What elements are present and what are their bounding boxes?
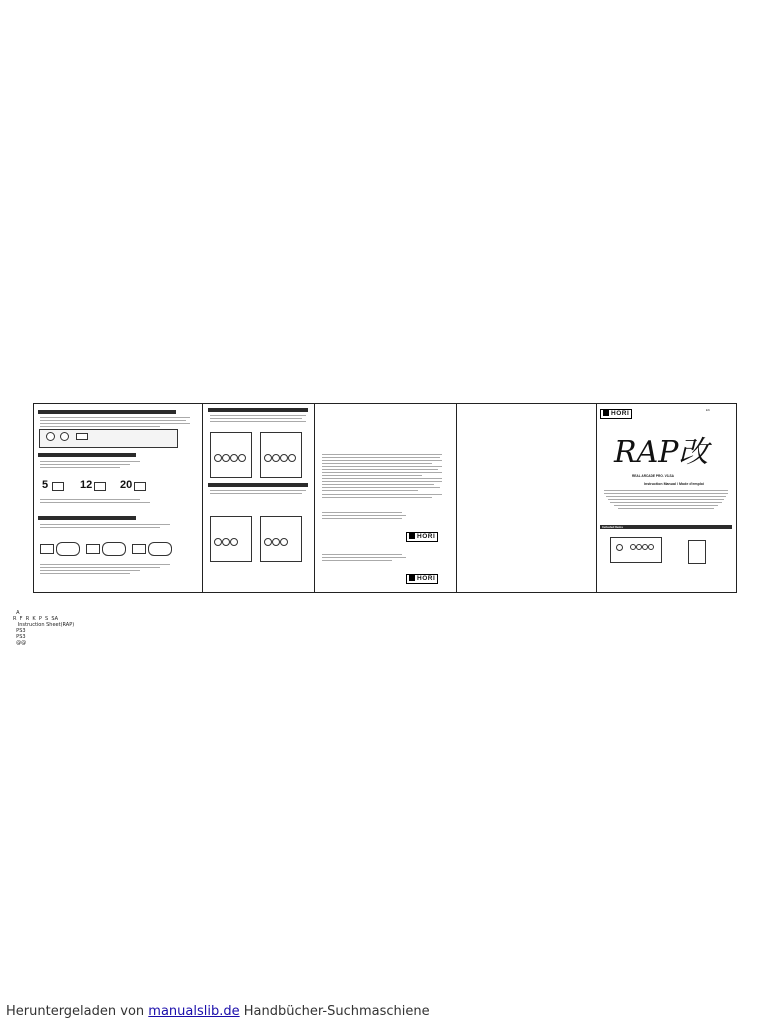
extracted-text-fragments: A R F R K P S SA Instruction Sheet(RAP) PS3 PS3 @@: [13, 610, 75, 646]
included-items-heading: Included Items: [602, 525, 624, 529]
controller-diagram: [132, 544, 146, 554]
manual-sheet: [33, 403, 737, 593]
turbo-count-20: 20: [120, 479, 133, 491]
turbo-count-5: 5: [42, 479, 49, 491]
manual-illustration: [688, 540, 706, 564]
turbo-count-12: 12: [80, 479, 93, 491]
cover-title: Instruction Manual / Mode d'emploi: [644, 482, 704, 486]
hori-logo: HORI: [406, 532, 438, 542]
section-header-bar: [38, 410, 176, 414]
section-header-bar: [38, 516, 136, 520]
controller-diagram: [40, 544, 54, 554]
download-footer: [6, 1004, 430, 1019]
controller-diagram: [56, 542, 80, 556]
joystick-diagram: [46, 432, 55, 441]
manual-panel-3: [314, 404, 457, 592]
controller-diagram: [86, 544, 100, 554]
footer-suffix: Handbücher-Suchmaschiene: [243, 1004, 430, 1019]
product-logo: [610, 426, 726, 476]
product-logo-text: RAP改: [614, 435, 709, 470]
manual-panel-4: [456, 404, 597, 592]
footer-prefix: Heruntergeladen von: [6, 1004, 145, 1019]
controller-diagram: [148, 542, 172, 556]
section-header-bar: [208, 483, 308, 487]
manualslib-link[interactable]: manualslib.de: [148, 1004, 240, 1019]
section-header-bar: [208, 408, 308, 412]
manual-panel-1: [34, 404, 203, 592]
joystick-diagram: [60, 432, 69, 441]
controller-diagram: [102, 542, 126, 556]
hori-logo: HORI: [600, 409, 632, 419]
section-header-bar: [38, 453, 136, 457]
manual-cover-panel: [596, 404, 736, 592]
hori-logo: HORI: [406, 574, 438, 584]
manual-panel-2: [202, 404, 315, 592]
product-subline: REAL ARCADE PRO. V3-SA: [632, 474, 674, 478]
cover-corner-label: EN: [706, 409, 710, 412]
